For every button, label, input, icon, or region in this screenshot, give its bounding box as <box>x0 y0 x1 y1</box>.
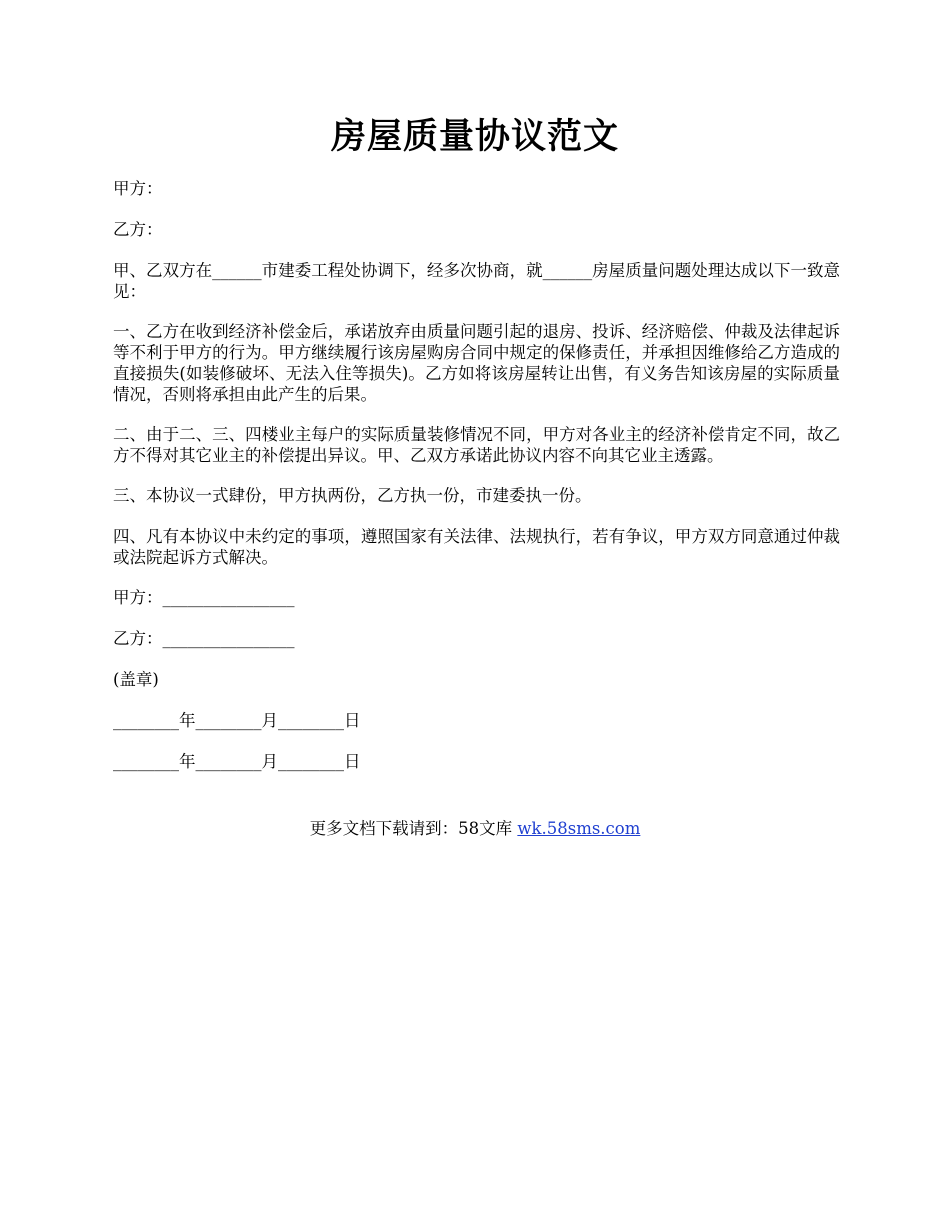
download-footer <box>0 817 950 841</box>
document-title: 房屋质量协议范文 <box>330 116 619 157</box>
party-a-line: 甲方： <box>113 179 163 198</box>
signature-party-b: 乙方：________________ <box>113 629 295 648</box>
seal-label: (盖章) <box>113 670 159 689</box>
clause-4: 四、凡有本协议中未约定的事项，遵照国家有关法律、法规执行，若有争议，甲方双方同意通过仲裁或法院起诉方式解决。 <box>113 527 840 567</box>
party-b-line: 乙方： <box>113 220 163 239</box>
signature-party-a: 甲方：________________ <box>113 588 295 607</box>
footer-text: 更多文档下载请到：58文库 <box>309 819 518 838</box>
footer-link[interactable]: wk.58sms.com <box>517 819 641 838</box>
intro-paragraph: 甲、乙双方在______市建委工程处协调下，经多次协商，就______房屋质量问题处理达成以下一致意见： <box>113 261 840 301</box>
clause-1: 一、乙方在收到经济补偿金后，承诺放弃由质量问题引起的退房、投诉、经济赔偿、仲裁及法律起诉等不利于甲方的行为。甲方继续履行该房屋购房合同中规定的保修责任，并承担因维修给乙方造成的直接损失(如装修破坏、无法入住等损失)。乙方如将该房屋转让出售，有义务告知该房屋的实际质量情况，否则将承担由此产生的后果。 <box>113 322 840 404</box>
date-line-1: ________年________月________日 <box>113 711 361 730</box>
clause-3: 三、本协议一式肆份，甲方执两份，乙方执一份，市建委执一份。 <box>113 486 592 505</box>
document-body <box>113 178 840 792</box>
clause-2: 二、由于二、三、四楼业主每户的实际质量装修情况不同，甲方对各业主的经济补偿肯定不同，故乙方不得对其它业主的补偿提出异议。甲、乙双方承诺此协议内容不向其它业主透露。 <box>113 425 840 465</box>
date-line-2: ________年________月________日 <box>113 752 361 771</box>
